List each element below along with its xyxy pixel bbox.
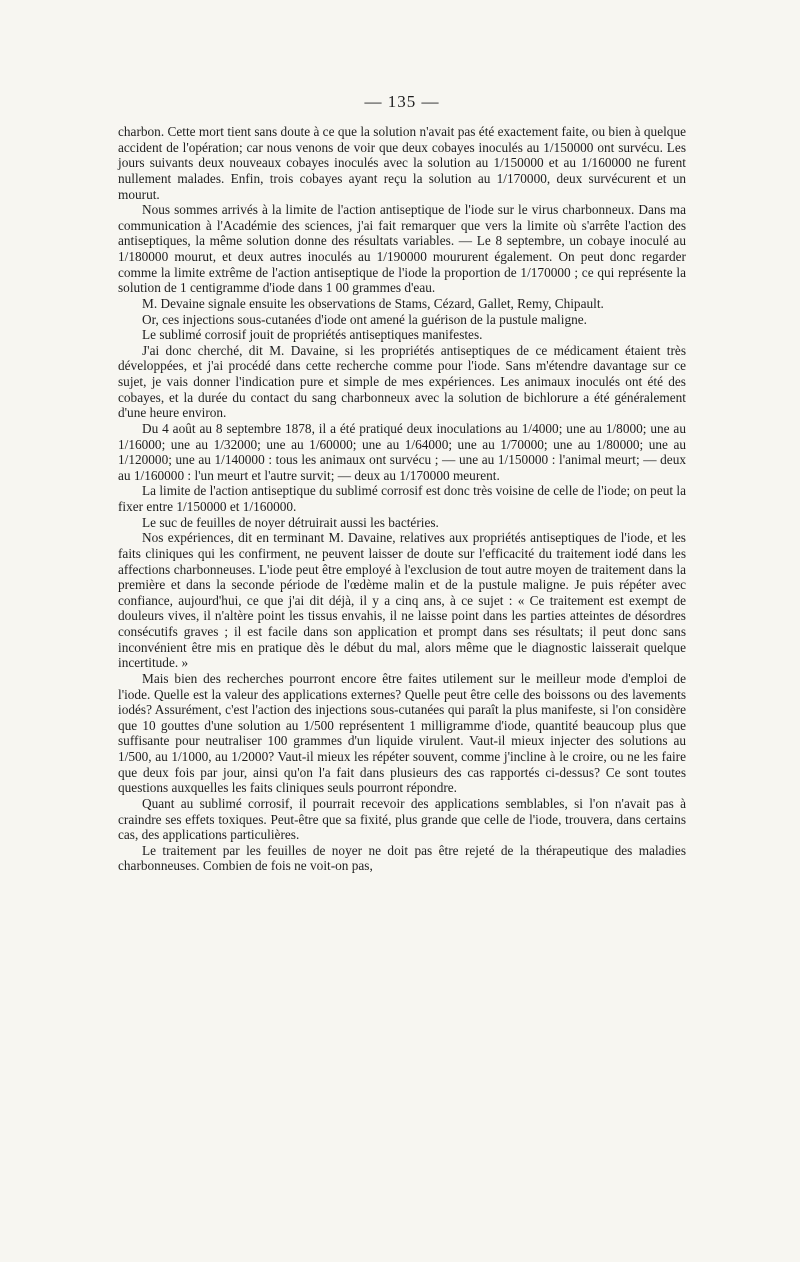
page-number: — 135 — [364, 92, 440, 111]
paragraph-3: M. Devaine signale ensuite les observations de Stams, Cézard, Gallet, Remy, Chipault. [142, 295, 604, 311]
paragraph-5: Le sublimé corrosif jouit de propriétés antiseptiques manifestes. [142, 327, 483, 343]
paragraph-9: Le suc de feuilles de noyer détruirait aussi les bactéries. [142, 514, 439, 530]
paragraph-7: Du 4 août au 8 septembre 1878, il a été pratiqué deux inoculations au 1/4000; une au 1/8000; une au 1/16000; une au 1/32000; une au 1/60000; une au 1/64000; une au 1/70000; une au 1/80000; une au 1/120000; une au 1/140000 : tous les animaux ont survécu ; — une au 1/150000 : l'animal meurt; — deux au 1/160000 : l'un meurt et l'autre survit; — deux au 1/170000 meurent. [118, 420, 686, 483]
paragraph-1: charbon. Cette mort tient sans doute à ce que la solution n'avait pas été exactement faite, ou bien à quelque accident de l'opération; car nous venons de voir que deux cobayes inoculés au 1/150000 ont survécu. Les jours suivants deux nouveaux cobayes inoculés avec la solution au 1/150000 et au 1/160000 ne furent nullement malades. Enfin, trois cobayes ayant reçu la solution au 1/170000, deux survécurent et un mourut. [118, 124, 686, 202]
paragraph-6: J'ai donc cherché, dit M. Davaine, si les propriétés antiseptiques de ce médicament étaient très développées, et j'ai procédé dans cette recherche comme pour l'iode. Sans m'étendre davantage sur ce sujet, je vais donner l'indication pure et simple de mes expériences. Les animaux inoculés ont été des cobayes, et la durée du contact du sang charbonneux avec la solution de bichlorure a été généralement d'une heure environ. [118, 342, 686, 421]
paragraph-13: Le traitement par les feuilles de noyer ne doit pas être rejeté de la thérapeutique des maladies charbonneuses. Combien de fois ne voit-on pas, [118, 842, 686, 874]
paragraph-11: Mais bien des recherches pourront encore être faites utilement sur le meilleur mode d'emploi de l'iode. Quelle est la valeur des applications externes? Quelle peut être celle des boissons ou des lavements iodés? Assurément, c'est l'action des injections sous-cutanées qui paraît la plus manifeste, si l'on considère que 10 gouttes d'une solution au 1/500 représentent 1 milligramme d'iode, quantité beaucoup plus que suffisante pour neutraliser 100 grammes d'un liquide virulent. Vaut-il mieux injecter des solutions au 1/500, au 1/1000, au 1/2000? Vaut-il mieux les répéter souvent, comme j'incline à le croire, ou ne les faire que deux fois par jour, ainsi qu'on l'a fait dans plusieurs des cas rapportés ci-dessus? Ce sont toutes questions auxquelles les faits cliniques seuls pourront répondre. [118, 670, 686, 796]
paragraph-8: La limite de l'action antiseptique du sublimé corrosif est donc très voisine de celle de l'iode; on peut la fixer entre 1/150000 et 1/160000. [118, 483, 686, 514]
paragraph-2: Nous sommes arrivés à la limite de l'action antiseptique de l'iode sur le virus charbonneux. Dans ma communication à l'Académie des sciences, j'ai fait remarquer que vers la limite où s'arrête l'action des antiseptiques, la même solution donne des résultats variables. — Le 8 septembre, un cobaye inoculé au 1/180000 mourut, et deux autres inoculés au 1/190000 moururent également. On peut donc regarder comme la limite extrême de l'action antiseptique de l'iode la proportion de 1/170000 ; ce qui représente la solution de 1 centigramme d'iode dans 1 00 grammes d'eau. [118, 202, 686, 296]
paragraph-10: Nos expériences, dit en terminant M. Davaine, relatives aux propriétés antiseptiques de l'iode, et les faits cliniques qui les confirment, ne peuvent laisser de doute sur l'efficacité du traitement iodé dans les affections charbonneuses. L'iode peut être employé à l'exclusion de tout autre moyen de traitement dans la première et dans la seconde période de l'œdème malin et de la pustule maligne. Je puis répéter avec confiance, aujourd'hui, ce que j'ai dit déjà, il y a cinq ans, à ce sujet : « Ce traitement est exempt de douleurs vives, il n'altère point les tissus envahis, il ne laisse point dans les parties atteintes de désordres consécutifs graves ; il est facile dans son application et prompt dans ses résultats; il peut donc sans inconvénient être mis en pratique dès le début du mal, alors même que le diagnostic laisserait quelque incertitude. » [118, 530, 686, 671]
book-page [118, 92, 686, 874]
paragraph-4: Or, ces injections sous-cutanées d'iode ont amené la guérison de la pustule maligne. [142, 311, 587, 327]
paragraph-12: Quant au sublimé corrosif, il pourrait recevoir des applications semblables, si l'on n'avait pas à craindre ses effets toxiques. Peut-être que sa fixité, plus grande que celle de l'iode, trouvera, dans certains cas, des applications particulières. [118, 795, 686, 843]
